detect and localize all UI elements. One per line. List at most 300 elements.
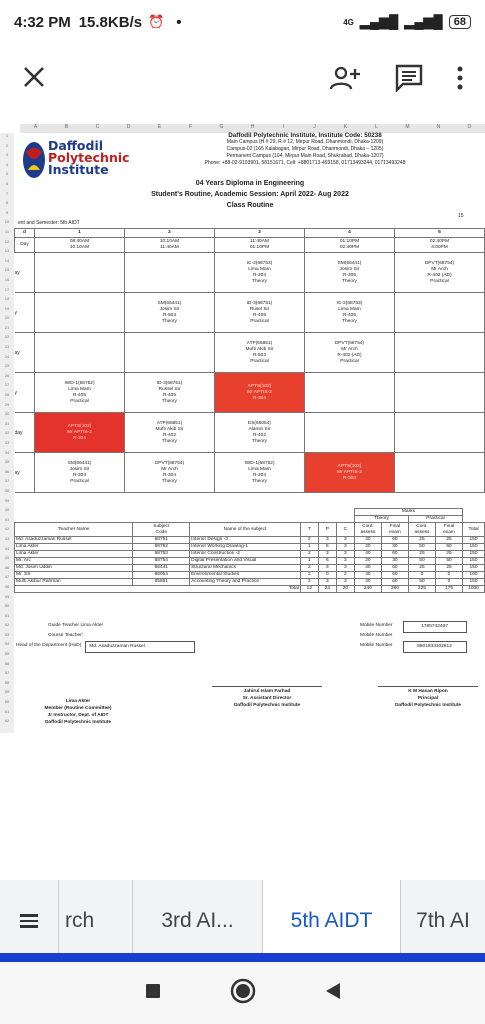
row-number: 27	[4, 382, 10, 388]
routine-heading	[100, 178, 400, 211]
main-campus: Main Campus (H # 29, R # 12, Mirpur Road, Dhanmondi, Dhaka-1209)	[226, 139, 384, 145]
marks-header: Marks	[354, 509, 462, 516]
column-letter: A	[33, 124, 38, 130]
routine-cell: IWD-1(68752) Lima Mam R-304 Theory	[215, 453, 305, 493]
marks-cell: 150	[463, 558, 485, 565]
routine-cell: IWD-1(68752) Lima Mam R-405 Practical	[35, 373, 125, 413]
practical-header: Practical	[408, 516, 462, 523]
row-number: 29	[4, 401, 10, 407]
row-number: 59	[4, 689, 10, 695]
row-number: 37	[4, 478, 10, 484]
sig2-name: Jahirul Islam Farhad	[243, 689, 291, 694]
row-number: 12	[4, 238, 10, 244]
sig1-line3: Jr Instructor, Dept. of AIDT	[47, 713, 109, 718]
routine-day: y	[15, 373, 35, 413]
marks-cell: 20	[354, 544, 381, 551]
day-header: Day	[15, 238, 35, 253]
row-number: 48	[4, 583, 10, 589]
routine-cell: ATP(65851) Mufti Akib Sir R-503 Practical	[215, 333, 305, 373]
marks-column-header: C	[336, 523, 354, 537]
routine-cell	[305, 413, 395, 453]
marks-row	[15, 558, 485, 565]
routine-cell: SM(66441) Josim Sir R-304 Practical	[35, 453, 125, 493]
marks-row	[15, 579, 485, 586]
course-teacher: Course Teacher:	[48, 633, 84, 638]
signal-icon: ▂▄▆█	[359, 14, 399, 29]
marks-cell: Interior Design -3	[190, 537, 301, 544]
row-number: 26	[4, 372, 10, 378]
routine-day: day	[15, 413, 35, 453]
row-number: 6	[5, 180, 9, 186]
heading-line3: Class Routine	[226, 202, 274, 209]
marks-cell: 0	[318, 572, 336, 579]
routine-cell	[395, 333, 485, 373]
column-letter: F	[188, 124, 193, 130]
marks-cell: Lima Akter	[15, 544, 133, 551]
routine-cell: ID-3(68751) Russel Sir R-405 Theory	[125, 373, 215, 413]
row-number: 1	[5, 133, 9, 138]
logo-line1: Daffodil	[48, 138, 104, 153]
app-bar	[0, 52, 485, 108]
row-number: 33	[4, 440, 10, 445]
row-number: 4	[5, 161, 9, 167]
sig3-line2: Principal	[417, 696, 439, 701]
row-number: 61	[4, 708, 10, 714]
mobile-label-2: Mobile Number	[360, 633, 393, 638]
tab-3rd-aidt[interactable]: 3rd AI...	[132, 880, 262, 962]
marks-cell: 68752	[133, 544, 190, 551]
marks-cell: 3	[336, 579, 354, 586]
marks-cell: Environmental Studies	[190, 572, 301, 579]
system-nav-bar	[0, 962, 485, 1024]
blank-cell	[463, 516, 485, 523]
blank-cell	[190, 516, 301, 523]
time-slot: 08:40AM 10:10AM	[35, 238, 125, 253]
total-cell: 360	[381, 586, 408, 593]
marks-cell: Interior Working Drawing-1	[190, 544, 301, 551]
marks-cell: 150	[463, 544, 485, 551]
marks-cell: 60	[381, 551, 408, 558]
marks-cell: Interior Construction -2	[190, 551, 301, 558]
marks-column-header: Subject Code	[133, 523, 190, 537]
tab-7th-aidt[interactable]: 7th AI	[400, 880, 485, 962]
blank-cell	[300, 509, 318, 516]
row-number: 11	[4, 228, 10, 234]
row-number: 57	[4, 670, 10, 676]
marks-column-header: P	[318, 523, 336, 537]
row-number: 45	[4, 555, 10, 561]
campus-2: Campus-02 (165 Kalabagan, Mirpur Road, Dhanmondi, Dhaka – 1205)	[226, 146, 384, 152]
blank-cell	[15, 509, 133, 516]
routine-cell: APTS(102) Mr APTIS-2 R-304	[215, 373, 305, 413]
marks-cell: Mufti Akibur Rahman	[15, 579, 133, 586]
signature-2	[212, 686, 322, 709]
row-number: 5	[5, 171, 9, 177]
routine-cell	[395, 453, 485, 493]
marks-cell: 60	[381, 537, 408, 544]
marks-cell: 6	[318, 558, 336, 565]
routine-cell	[125, 253, 215, 293]
column-letter: I	[282, 124, 285, 130]
row-number: 46	[4, 564, 10, 570]
marks-cell: 2	[300, 551, 318, 558]
comment-icon[interactable]	[395, 64, 423, 97]
marks-cell: 2	[300, 572, 318, 579]
row-number: 9	[5, 209, 9, 215]
row-number: 51	[4, 612, 10, 618]
heading-line2: Student's Routine, Academic Session: April 2022- Aug 2022	[151, 191, 349, 198]
institute-logo	[22, 138, 132, 183]
marks-cell: 150	[463, 565, 485, 572]
row-number: 21	[4, 324, 10, 330]
marks-column-header: Final exam	[435, 523, 462, 537]
marks-cell: 40	[354, 572, 381, 579]
marks-total-row	[15, 586, 485, 593]
marks-cell: 40	[354, 579, 381, 586]
total-cell: 24	[318, 586, 336, 593]
blank-cell	[318, 516, 336, 523]
marks-cell: 25	[408, 565, 435, 572]
marks-cell: 60	[381, 579, 408, 586]
row-number: 15	[4, 267, 10, 273]
routine-day: ay	[15, 253, 35, 293]
permanent-campus: Permanent Campus (104, Mirpur Main Road, Shukrabad, Dhaka-1207)	[226, 153, 384, 159]
theory-header: Theory	[354, 516, 408, 523]
marks-cell: 3	[336, 558, 354, 565]
marks-cell: 2	[300, 565, 318, 572]
routine-row	[15, 333, 485, 373]
row-number: 3	[5, 152, 9, 158]
mobile-3: 8801833102812	[403, 641, 467, 653]
alarm-icon: ⏰	[148, 14, 165, 29]
heading-line1: 04 Years Diploma in Engineering	[195, 180, 305, 187]
row-number: 35	[4, 459, 10, 465]
routine-cell	[35, 253, 125, 293]
phone: Phone: +88-02-9103901, 58151671, Cell: +8801713-493158, 01713493244, 01713493248	[204, 160, 406, 166]
row-number: 42	[4, 526, 10, 532]
row-number: 54	[4, 641, 10, 647]
marks-cell: 3	[318, 551, 336, 558]
marks-cell: 3	[318, 537, 336, 544]
routine-row	[15, 373, 485, 413]
marks-cell: 2	[300, 579, 318, 586]
total-cell: 20	[336, 586, 354, 593]
marks-column-header: T	[300, 523, 318, 537]
sheet-tab-bar	[0, 880, 485, 962]
routine-col-num: 1	[35, 229, 125, 238]
column-letter: J	[313, 124, 316, 130]
blank-cell	[133, 516, 190, 523]
signal2-icon: ▂▄▆█	[404, 14, 443, 29]
routine-col-nums	[15, 229, 485, 238]
row-number: 60	[4, 699, 10, 705]
spreadsheet-preview[interactable]	[0, 118, 485, 733]
back-icon[interactable]	[325, 982, 341, 1005]
signature-1	[28, 698, 128, 726]
column-letter: C	[95, 124, 100, 130]
mobile-row-3	[360, 641, 467, 653]
marks-cell: 68754	[133, 558, 190, 565]
marks-cell: Structural Mechanics	[190, 565, 301, 572]
column-letter: H	[250, 124, 255, 130]
routine-row	[15, 293, 485, 333]
time-slot: 02:40PM 4:00PM	[395, 238, 485, 253]
marks-cell: Mr. SS	[15, 572, 133, 579]
menu-icon[interactable]	[0, 880, 58, 962]
row-number: 40	[4, 507, 10, 513]
marks-table	[14, 508, 485, 593]
routine-col-num: 4	[305, 229, 395, 238]
mobile-label-1: Mobile Number	[360, 623, 393, 628]
routine-cell	[35, 333, 125, 373]
marks-cell: 66441	[133, 565, 190, 572]
guide-teacher: Guide Teacher Lima Akter	[48, 623, 104, 628]
marks-cell: 1	[300, 558, 318, 565]
column-letter: O	[467, 124, 472, 130]
marks-column-header: Final exam	[381, 523, 408, 537]
row-number: 47	[4, 574, 10, 580]
routine-row	[15, 413, 485, 453]
marks-cell: 40	[354, 565, 381, 572]
row-number: 17	[4, 286, 10, 292]
routine-cell: ID-3(68751) Rusel Sir R-405 Practical	[215, 293, 305, 333]
active-tab-indicator	[0, 953, 485, 962]
tab-arch[interactable]: rch	[58, 880, 132, 962]
row-number: 38	[4, 487, 10, 493]
marks-cell: 3	[336, 565, 354, 572]
row-number: 2	[5, 142, 9, 148]
marks-column-header: Total	[463, 523, 485, 537]
marks-cell: 1	[300, 544, 318, 551]
marks-cell: 50	[408, 579, 435, 586]
marks-group-header	[15, 509, 485, 516]
blank-cell	[336, 516, 354, 523]
logo-line2: Polytechnic	[48, 150, 130, 165]
routine-day: ay	[15, 333, 35, 373]
institute-title: Daffodil Polytechnic Institute, Institute Code: 50238	[228, 132, 382, 139]
row-number: 31	[4, 420, 10, 426]
marks-header-row	[15, 523, 485, 537]
close-icon[interactable]	[22, 63, 46, 97]
column-letter: N	[436, 124, 441, 130]
row-number: 52	[4, 622, 10, 628]
marks-cell: 150	[463, 551, 485, 558]
row-number: 16	[4, 276, 10, 282]
marks-cell: 25	[408, 537, 435, 544]
row-number: 23	[4, 344, 10, 350]
row-number: 8	[5, 200, 9, 206]
network-type: 4G	[343, 17, 354, 27]
row-number: 24	[4, 353, 10, 359]
sig1-line2: Member (Routine Committee)	[44, 706, 112, 711]
routine-cell: SM(66441) Josim Sir R-503 Theory	[125, 293, 215, 333]
row-number: 53	[4, 631, 10, 637]
total-cell: 1000	[463, 586, 485, 593]
marks-cell: Md. Asaduzzaman Russel	[15, 537, 133, 544]
routine-cell	[305, 373, 395, 413]
routine-day: y	[15, 293, 35, 333]
row-number: 49	[4, 593, 10, 599]
status-bar	[0, 0, 485, 44]
sig2-line3: Daffodil Polytechnic Institute	[233, 703, 301, 708]
marks-cell: 20	[354, 558, 381, 565]
routine-time-row	[15, 238, 485, 253]
dot-icon: •	[176, 13, 182, 31]
marks-cell: 30	[381, 558, 408, 565]
row-number: 20	[4, 315, 10, 321]
more-vert-icon[interactable]	[457, 66, 463, 95]
routine-table	[14, 228, 485, 493]
tab-5th-aidt[interactable]: 5th AIDT	[262, 880, 400, 962]
marks-cell: 0	[435, 572, 462, 579]
hod-name: Md. Asaduzzaman Russel	[85, 641, 195, 653]
status-speed: 15.8KB/s	[78, 13, 143, 31]
blank-cell	[336, 509, 354, 516]
marks-cell: Lima Akter	[15, 551, 133, 558]
page-number: 15	[458, 213, 464, 219]
total-cell: 175	[435, 586, 462, 593]
routine-cell: IC-2(68753) Lima Mam R-405 Theory	[305, 293, 395, 333]
marks-cell: 3	[336, 537, 354, 544]
column-letter: E	[157, 124, 162, 130]
row-number: 25	[4, 363, 10, 369]
semester-label: ent and Semester: 5th AIDT	[18, 220, 80, 226]
row-number: 39	[4, 497, 10, 503]
marks-cell: 25	[435, 565, 462, 572]
marks-cell: 2	[300, 537, 318, 544]
hod-label: Head of the Department (HoD)	[16, 643, 82, 648]
marks-cell: 68751	[133, 537, 190, 544]
routine-cell: DPVT(68754) Mr Arch R-402 (AD) Practical	[305, 333, 395, 373]
marks-cell: 50	[408, 558, 435, 565]
blank-cell	[318, 509, 336, 516]
routine-row	[15, 453, 485, 493]
hod-row	[16, 641, 195, 653]
routine-cell: SM(66441) Josim Sir R-305 Theory	[305, 253, 395, 293]
row-number: 28	[4, 392, 10, 398]
marks-cell: Accounting Theory and Practice	[190, 579, 301, 586]
marks-column-header: Cont. assess	[408, 523, 435, 537]
marks-cell: Md. Josim Uddin	[15, 565, 133, 572]
marks-cell: 65851	[133, 579, 190, 586]
sig1-line4: Daffodil Polytechnic Institute	[44, 720, 112, 725]
time-slot: 10:10AM 11:40AM	[125, 238, 215, 253]
marks-row	[15, 544, 485, 551]
column-letter: K	[343, 124, 348, 130]
add-person-icon[interactable]	[329, 65, 361, 96]
marks-cell: 25	[435, 537, 462, 544]
routine-cell: ATP(65851) Mufti Akib Sir R-402 Theory	[125, 413, 215, 453]
routine-cell: ES(66054) Alamin Sir R-402 Theory	[215, 413, 305, 453]
total-label: Total	[15, 586, 301, 593]
marks-cell: 150	[463, 579, 485, 586]
marks-cell: 100	[463, 572, 485, 579]
marks-cell: 50	[408, 544, 435, 551]
blank-cell	[300, 516, 318, 523]
sig2-line2: Sr. Assistant Director	[242, 696, 292, 701]
routine-day: ay	[15, 453, 35, 493]
row-number: 55	[4, 651, 10, 657]
marks-subgroup-header	[15, 516, 485, 523]
marks-cell: 2	[336, 572, 354, 579]
marks-column-header: Cont. assess	[354, 523, 381, 537]
blank-cell	[133, 509, 190, 516]
logo-line3: Institute	[48, 162, 109, 177]
marks-row	[15, 537, 485, 544]
routine-cell: DPVT(68754) Mr Arch R-402 (AD) Practical	[395, 253, 485, 293]
marks-cell: 25	[435, 551, 462, 558]
institute-info	[180, 132, 430, 167]
status-time: 4:32 PM	[14, 13, 71, 31]
routine-cell: DPVT(68754) Mr Arch R-304 Theory	[125, 453, 215, 493]
row-number: 22	[4, 334, 10, 340]
sig3-line3: Daffodil Polytechnic Institute	[394, 703, 462, 708]
marks-column-header: Name of the subject	[190, 523, 301, 537]
row-number: 14	[4, 257, 10, 263]
marks-cell: 40	[354, 537, 381, 544]
row-number: 34	[4, 449, 10, 455]
row-number: 44	[4, 545, 10, 551]
marks-row	[15, 551, 485, 558]
routine-cell: IC-2(68753) Lima Mam R-304 Theory	[215, 253, 305, 293]
sig3-name: K M Hasan Ripon	[408, 689, 448, 694]
row-number: 19	[4, 305, 10, 311]
marks-row	[15, 572, 485, 579]
row-number: 58	[4, 679, 10, 685]
recents-icon[interactable]	[145, 983, 161, 1004]
column-letter: G	[219, 124, 224, 130]
marks-cell: 3	[336, 551, 354, 558]
blank-cell	[190, 509, 301, 516]
routine-col-num: 2	[125, 229, 215, 238]
row-number: 43	[4, 535, 10, 541]
row-number: 30	[4, 411, 10, 417]
column-letter: D	[126, 124, 131, 130]
marks-cell: 66054	[133, 572, 190, 579]
marks-cell: 0	[435, 579, 462, 586]
mobile-label-3: Mobile Number	[360, 643, 393, 648]
marks-cell: 50	[435, 558, 462, 565]
row-numbers	[0, 133, 14, 733]
marks-cell: 0	[408, 572, 435, 579]
row-number: 13	[4, 248, 10, 254]
marks-cell: 30	[381, 544, 408, 551]
total-cell: 240	[354, 586, 381, 593]
marks-cell: 60	[381, 565, 408, 572]
marks-cell: 6	[318, 544, 336, 551]
home-icon[interactable]	[230, 978, 256, 1009]
marks-cell: 3	[336, 544, 354, 551]
blank-cell	[15, 516, 133, 523]
column-letter: B	[64, 124, 69, 130]
marks-cell: 3	[318, 579, 336, 586]
row-number: 32	[4, 430, 10, 436]
column-letter: L	[375, 124, 378, 130]
marks-column-header: Teacher Name	[15, 523, 133, 537]
blank-cell	[463, 509, 485, 516]
column-letter: M	[405, 124, 410, 130]
battery-icon: 68	[449, 15, 471, 29]
row-number: 7	[5, 190, 9, 196]
row-number: 18	[4, 296, 10, 302]
routine-cell: APTS(102) Mr APTIS-2 R-304	[35, 413, 125, 453]
routine-cell	[395, 373, 485, 413]
row-number: 56	[4, 660, 10, 666]
sig1-name: Lima Akter	[65, 699, 91, 704]
routine-cell	[395, 413, 485, 453]
row-number: 50	[4, 603, 10, 609]
marks-row	[15, 565, 485, 572]
